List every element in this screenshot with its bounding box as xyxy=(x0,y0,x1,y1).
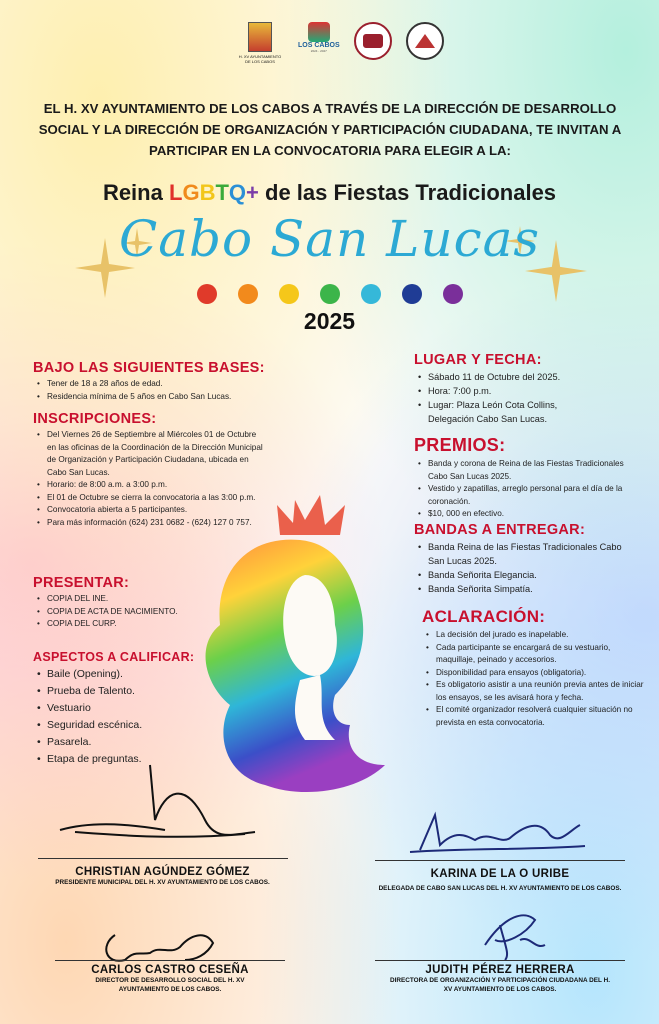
list-item: • Banda y corona de Reina de las Fiestas Tradicionales Cabo San Lucas 2025. xyxy=(414,458,639,483)
section-heading: BANDAS A ENTREGAR: xyxy=(414,522,586,538)
list-item: • Etapa de preguntas. xyxy=(33,751,273,768)
signature-block-judith: JUDITH PÉREZ HERRERA DIRECTORA DE ORGANIZACIÓN Y PARTICIPACIÓN CIUDADANA DEL H. XV AYUNTAMIENTO DE LOS CABOS. xyxy=(389,964,610,993)
list-item: • Residencia mínima de 5 años en Cabo San Lucas. xyxy=(33,391,273,404)
rainbow-dot xyxy=(197,284,217,304)
place-title: Cabo San Lucas xyxy=(118,210,541,268)
lgbtq-letter: B xyxy=(199,180,216,205)
lgbtq-letter: G xyxy=(182,180,200,205)
lgbtq-letter: T xyxy=(215,180,229,205)
list-item: • Del Viernes 26 de Septiembre al Miércoles 01 de Octubre en las oficinas de la Coordinación de la Dirección Municipal de Organización y Participación Ciudadana, ubicada en Cabo San Lucas. xyxy=(33,429,265,479)
rainbow-dot xyxy=(279,284,299,304)
section-heading: ASPECTOS A CALIFICAR: xyxy=(33,650,195,664)
lgbtq-letter: Q xyxy=(228,180,247,205)
list-item: • Pasarela. xyxy=(33,734,273,751)
list-item: • Lugar: Plaza León Cota Collins, Delegación Cabo San Lucas. xyxy=(414,398,594,426)
list-item: • El comité organizador resolverá cualquier situación no prevista en esta convocatoria. xyxy=(422,704,647,729)
list-item: • COPIA DEL CURP. xyxy=(33,618,273,631)
rainbow-dot xyxy=(361,284,381,304)
rainbow-dot xyxy=(402,284,422,304)
signature-judith xyxy=(465,905,555,965)
list-item: • Prueba de Talento. xyxy=(33,683,273,700)
list-item: • Es obligatorio asistir a una reunión previa antes de iniciar los ensayos, se les avisará hora y fecha. xyxy=(422,679,647,704)
list-item: • Baile (Opening). xyxy=(33,666,273,683)
signature-christian xyxy=(55,760,265,860)
list-item: • $10, 000 en efectivo. xyxy=(414,508,639,521)
title-line: Reina LGBTQ+ de las Fiestas Tradicionales xyxy=(102,180,557,205)
lugar-section xyxy=(414,352,649,426)
list-item: • Convocatoria abierta a 5 participantes. xyxy=(33,504,265,517)
list-item: • COPIA DE ACTA DE NACIMIENTO. xyxy=(33,606,273,619)
list-item: • Banda Señorita Elegancia. xyxy=(414,568,629,582)
municipal-seal-icon xyxy=(354,22,392,60)
signature-line xyxy=(375,860,625,861)
section-heading: PRESENTAR: xyxy=(33,575,130,591)
section-heading: BAJO LAS SIGUIENTES BASES: xyxy=(33,360,265,376)
list-item: • Para más información (624) 231 0682 - (624) 127 0 757. xyxy=(33,517,265,530)
bandas-section xyxy=(414,522,649,596)
intro-text: EL H. XV AYUNTAMIENTO DE LOS CABOS A TRAVÉS DE LA DIRECCIÓN DE DESARROLLO SOCIAL Y LA DIRECCIÓN DE ORGANIZACIÓN Y PARTICIPACIÓN CIUDADANA, TE INVITAN A PARTICIPAR EN LA CONVOCATORIA PARA ELEGIR A LA: xyxy=(38,101,622,158)
rainbow-queen-illustration xyxy=(185,475,405,805)
signature-karina xyxy=(400,800,590,860)
list-item: • El 01 de Octubre se cierra la convocatoria a las 3:00 p.m. xyxy=(33,492,265,505)
signature-block-carlos: CARLOS CASTRO CESEÑA DIRECTOR DE DESARROLLO SOCIAL DEL H. XV AYUNTAMIENTO DE LOS CABOS. xyxy=(91,964,249,993)
list-item: • Disponibilidad para ensayos (obligatoria). xyxy=(422,667,647,680)
list-item: • Vestido y zapatillas, arreglo personal para el día de la coronación. xyxy=(414,483,639,508)
aclaracion-section xyxy=(422,607,657,729)
list-item: • COPIA DEL INE. xyxy=(33,593,273,606)
list-item: • Banda Reina de las Fiestas Tradicionales Cabo San Lucas 2025. xyxy=(414,540,629,568)
signature-line xyxy=(38,858,288,859)
list-item: • Horario: de 8:00 a.m. a 3:00 p.m. xyxy=(33,479,265,492)
participacion-ciudadana-seal-icon xyxy=(406,22,444,60)
signature-carlos xyxy=(95,915,225,970)
loscabos-logo: LOS CABOS 2024 - 2027 xyxy=(298,22,340,53)
signature-block-karina: KARINA DE LA O URIBE DELEGADA DE CABO SAN LUCAS DEL H. XV AYUNTAMIENTO DE LOS CABOS. xyxy=(378,868,622,892)
rainbow-dot xyxy=(320,284,340,304)
logos-row xyxy=(236,22,444,64)
section-heading: LUGAR Y FECHA: xyxy=(414,352,542,368)
list-item: • Sábado 11 de Octubre del 2025. xyxy=(414,370,594,384)
list-item: • Seguridad escénica. xyxy=(33,717,273,734)
rainbow-dots xyxy=(197,284,463,304)
section-heading: PREMIOS: xyxy=(414,435,506,455)
signature-line xyxy=(55,960,285,961)
lgbtq-letter: + xyxy=(246,180,259,205)
lgbtq-letter: L xyxy=(168,180,183,205)
ayuntamiento-logo: H. XV AYUNTAMIENTO DE LOS CABOS xyxy=(236,22,284,64)
list-item: • Banda Señorita Simpatía. xyxy=(414,582,629,596)
rainbow-dot xyxy=(238,284,258,304)
list-item: • Hora: 7:00 p.m. xyxy=(414,384,594,398)
signature-line xyxy=(375,960,625,961)
list-item: • Vestuario xyxy=(33,700,273,717)
bases-section xyxy=(33,360,273,403)
year-title: 2025 xyxy=(303,308,356,334)
signature-block-christian: CHRISTIAN AGÚNDEZ GÓMEZ PRESIDENTE MUNICIPAL DEL H. XV AYUNTAMIENTO DE LOS CABOS. xyxy=(55,866,270,886)
list-item: • La decisión del jurado es inapelable. xyxy=(422,629,647,642)
section-heading: ACLARACIÓN: xyxy=(422,607,546,626)
rainbow-dot xyxy=(443,284,463,304)
lgbtq-label xyxy=(169,180,259,205)
list-item: • Cada participante se encargará de su vestuario, maquillaje, peinado y accesorios. xyxy=(422,642,647,667)
premios-section xyxy=(414,435,649,521)
section-heading: INSCRIPCIONES: xyxy=(33,411,157,427)
list-item: • Tener de 18 a 28 años de edad. xyxy=(33,378,273,391)
